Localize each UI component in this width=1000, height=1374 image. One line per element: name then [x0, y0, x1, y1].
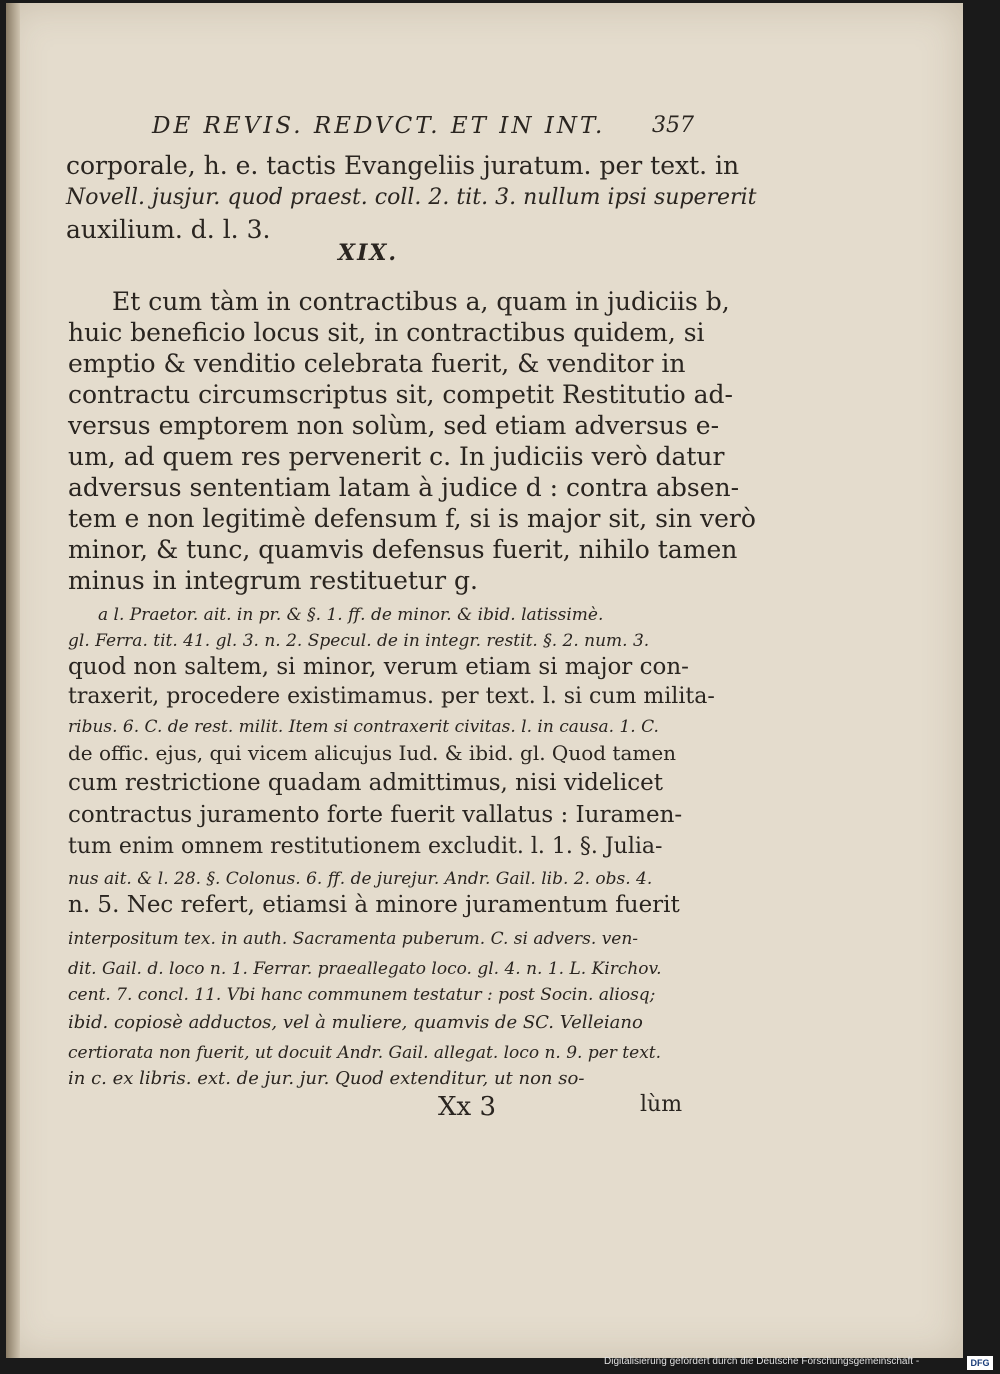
text-line: contractu circumscriptus sit, competit Restitutio ad- [68, 380, 734, 409]
text-line: auxilium. d. l. 3. [66, 215, 271, 244]
note-line: n. 5. Nec refert, etiamsi à minore juramentum fuerit [68, 892, 680, 918]
text-line: Novell. jusjur. quod praest. coll. 2. tit. 3. nullum ipsi supererit [66, 185, 757, 210]
note-line: contractus juramento forte fuerit vallatus : Iuramen- [68, 802, 683, 828]
note-line: traxerit, procedere existimamus. per text. l. si cum milita- [68, 684, 715, 709]
note-line: quod non saltem, si minor, verum etiam si major con- [68, 654, 689, 680]
text-line: um, ad quem res pervenerit c. In judiciis verò datur [68, 442, 725, 471]
text-line: versus emptorem non solùm, sed etiam adversus e- [68, 411, 720, 440]
note-line: in c. ex libris. ext. de jur. jur. Quod extenditur, ut non so- [68, 1068, 585, 1089]
note-line: a l. Praetor. ait. in pr. & §. 1. ff. de minor. & ibid. latissimè. [98, 605, 604, 625]
text-line: minor, & tunc, quamvis defensus fuerit, nihilo tamen [68, 535, 738, 564]
note-line: dit. Gail. d. loco n. 1. Ferrar. praeallegato loco. gl. 4. n. 1. L. Kirchov. [68, 959, 662, 979]
note-line: ribus. 6. C. de rest. milit. Item si contraxerit civitas. l. in causa. 1. C. [68, 717, 659, 737]
note-line: cum restrictione quadam admittimus, nisi videlicet [68, 770, 663, 796]
page-gutter [6, 3, 20, 1358]
note-line: tum enim omnem restitutionem excludit. l. 1. §. Julia- [68, 834, 663, 859]
note-line: cent. 7. concl. 11. Vbi hanc communem testatur : post Socin. aliosq; [68, 985, 656, 1005]
text-line: Et cum tàm in contractibus a, quam in judiciis b, [112, 287, 730, 316]
catchword: lùm [640, 1092, 683, 1117]
text-line: tem e non legitimè defensum f, si is major sit, sin verò [68, 504, 756, 533]
section-number: XIX. [338, 240, 399, 266]
note-line: gl. Ferra. tit. 41. gl. 3. n. 2. Specul. de in integr. restit. §. 2. num. 3. [68, 631, 650, 651]
signature-mark: Xx 3 [438, 1092, 496, 1122]
text-line: adversus sententiam latam à judice d : contra absen- [68, 473, 740, 502]
note-line: ibid. copiosè adductos, vel à muliere, quamvis de SC. Velleiano [68, 1012, 643, 1033]
text-line: huic beneficio locus sit, in contractibus quidem, si [68, 318, 705, 347]
note-line: certiorata non fuerit, ut docuit Andr. Gail. allegat. loco n. 9. per text. [68, 1043, 662, 1063]
dfg-logo: DFG [967, 1356, 993, 1370]
note-line: de offic. ejus, qui vicem alicujus Iud. & ibid. gl. Quod tamen [68, 741, 677, 765]
digitization-credit: Digitalisierung gefördert durch die Deutsche Forschungsgemeinschaft - [604, 1356, 920, 1367]
note-line: nus ait. & l. 28. §. Colonus. 6. ff. de jurejur. Andr. Gail. lib. 2. obs. 4. [68, 869, 653, 889]
text-line: emptio & venditio celebrata fuerit, & venditor in [68, 349, 686, 378]
note-line: interpositum tex. in auth. Sacramenta puberum. C. si advers. ven- [68, 929, 639, 949]
running-head: DE REVIS. REDVCT. ET IN INT. [152, 113, 606, 139]
page-number: 357 [652, 113, 694, 138]
text-line: corporale, h. e. tactis Evangeliis juratum. per text. in [66, 151, 740, 180]
text-line: minus in integrum restituetur g. [68, 566, 478, 595]
